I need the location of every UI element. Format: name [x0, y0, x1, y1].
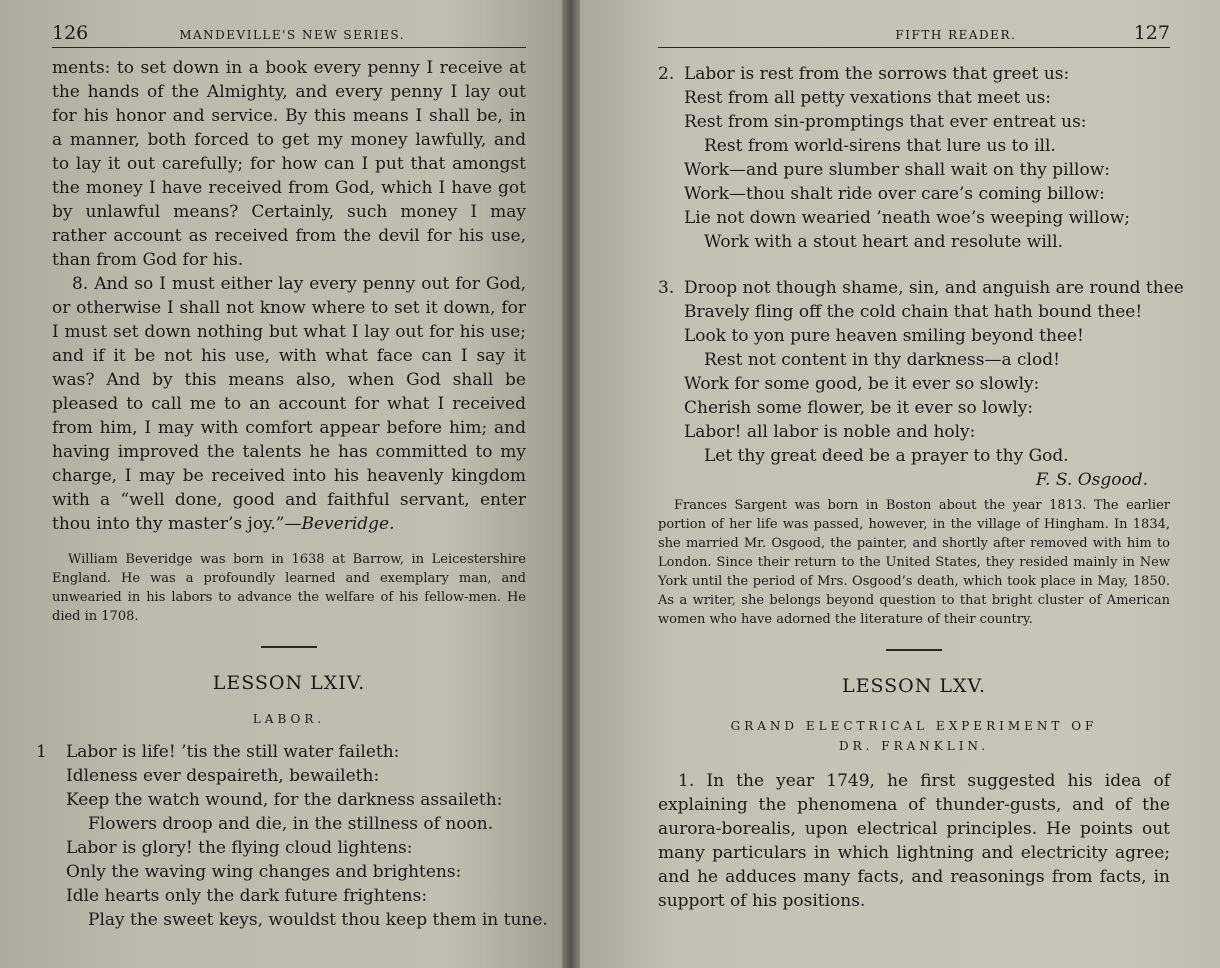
- running-head-right: FIFTH READER.: [895, 28, 1017, 42]
- paragraph-1: 1. In the year 1749, he first suggested his idea of explaining the phenomena of thunder-gusts, and of the aurora-borealis, upon electrical principles. He points out many particulars in which lightning and electricity agree; and he adduces many facts, and reasonings from facts, in support of his positions.: [658, 771, 1170, 911]
- stanza-line: Work—and pure slumber shall wait on thy pillow:: [684, 160, 1111, 180]
- stanza-line: Only the waving wing changes and brightens:: [66, 862, 462, 882]
- stanza-line: Work with a stout heart and resolute will.: [704, 232, 1064, 252]
- lesson-subtitle-line-1: GRAND ELECTRICAL EXPERIMENT OF: [730, 719, 1098, 733]
- biographical-note-osgood: Frances Sargent was born in Boston about the year 1813. The earlier portion of her life was passed, however, in the village of Hingham. In 1834, she married Mr. Osgood, the painter, and shortly after removed with him to London. Since their return to the United States, they resided mainly in New York until the period of Mrs. Osgood’s death, which took place in May, 1850. As a writer, she belongs beyond question to that bright cluster of American women who have adorned the literature of their country.: [658, 498, 1170, 627]
- poem-title-labor: LABOR.: [252, 712, 326, 726]
- paragraph-8-text: 8. And so I must either lay every penny out for God, or otherwise I shall not know where to set it down, for I must set down nothing but what I lay out for his use; and if it be not his use, with what face can I say it was? And by this means also, when God shall be pleased to call me to an account for what I received from him, I may with comfort appear before him; and having improved the talents he has committed to my charge, I may be received into his heavenly kingdom with a “well done, good and faithful servant, enter thou into thy master’s joy.”: [52, 274, 526, 534]
- stanza-line: Flowers droop and die, in the stillness of noon.: [88, 814, 494, 834]
- stanza-line: Play the sweet keys, wouldst thou keep them in tune.: [88, 910, 548, 930]
- section-divider: [886, 649, 942, 651]
- paragraph-continued: ments: to set down in a book every penny I receive at the hands of the Almighty, and every penny I lay out for his honor and service. By this means I shall be, in a manner, both forced to get my money lawfully, and to lay it out carefully; for how can I put that amongst the money I have received from God, which I have got by unlawful means? Certainly, such money I may rather account as received from the devil for his use, than from God for his.: [52, 58, 526, 270]
- stanza-3: [658, 276, 1184, 468]
- stanza-1: [36, 740, 548, 932]
- page-number-left: 126: [52, 22, 89, 44]
- stanza-line: Work—thou shalt ride over care’s coming billow:: [684, 184, 1105, 204]
- stanza-2: [658, 62, 1170, 254]
- page-number-right: 127: [1133, 22, 1170, 44]
- right-page-header: [658, 22, 1170, 48]
- stanza-line: Cherish some flower, be it ever so lowly:: [684, 398, 1034, 418]
- stanza-line: Rest from sin-promptings that ever entreat us:: [684, 112, 1087, 132]
- stanza-line: Keep the watch wound, for the darkness assaileth:: [66, 790, 503, 810]
- section-divider: [261, 646, 317, 648]
- poem-author: F. S. Osgood.: [1035, 470, 1148, 490]
- stanza-line: Rest from world-sirens that lure us to ill.: [704, 136, 1056, 156]
- lesson-title-lxv: LESSON LXV.: [841, 675, 986, 697]
- stanza-line: Labor is glory! the flying cloud lightens:: [66, 838, 413, 858]
- biographical-note-beveridge: William Beveridge was born in 1638 at Barrow, in Leicestershire England. He was a profoundly learned and exemplary man, and unwearied in his labors to advance the welfare of his fellow-men. He died in 1708.: [52, 552, 526, 624]
- lesson-title-lxiv: LESSON LXIV.: [212, 672, 366, 694]
- left-page-header: [52, 22, 526, 48]
- stanza-line: Rest not content in thy darkness—a clod!: [704, 350, 1060, 370]
- stanza-line: Bravely fling off the cold chain that hath bound thee!: [684, 302, 1143, 322]
- stanza-number: 1: [36, 742, 47, 762]
- left-page: [0, 0, 562, 968]
- paragraph-8: [52, 272, 526, 536]
- stanza-line: 1 Labor is life! ’tis the still water faileth:: [36, 742, 400, 762]
- stanza-line: Let thy great deed be a prayer to thy God.: [704, 446, 1069, 466]
- lesson-subtitle-line-2: DR. FRANKLIN.: [838, 739, 990, 753]
- stanza-line: Idleness ever despaireth, bewaileth:: [66, 766, 380, 786]
- stanza-number: 3.: [658, 278, 675, 298]
- stanza-number: 2.: [658, 64, 675, 84]
- stanza-line: Look to yon pure heaven smiling beyond thee!: [684, 326, 1084, 346]
- running-head-left: MANDEVILLE'S NEW SERIES.: [179, 28, 406, 42]
- stanza-line: 2. Labor is rest from the sorrows that greet us:: [658, 64, 1070, 84]
- attribution-beveridge: —Beveridge.: [284, 514, 395, 534]
- book-gutter: [562, 0, 580, 968]
- stanza-line: 3. Droop not though shame, sin, and anguish are round thee: [658, 278, 1184, 298]
- stanza-line: Idle hearts only the dark future frightens:: [66, 886, 428, 906]
- stanza-line: Work for some good, be it ever so slowly:: [684, 374, 1040, 394]
- right-page: [580, 0, 1220, 968]
- stanza-line: Labor! all labor is noble and holy:: [684, 422, 976, 442]
- stanza-line: Lie not down wearied ’neath woe’s weeping willow;: [684, 208, 1131, 228]
- stanza-line: Rest from all petty vexations that meet us:: [684, 88, 1052, 108]
